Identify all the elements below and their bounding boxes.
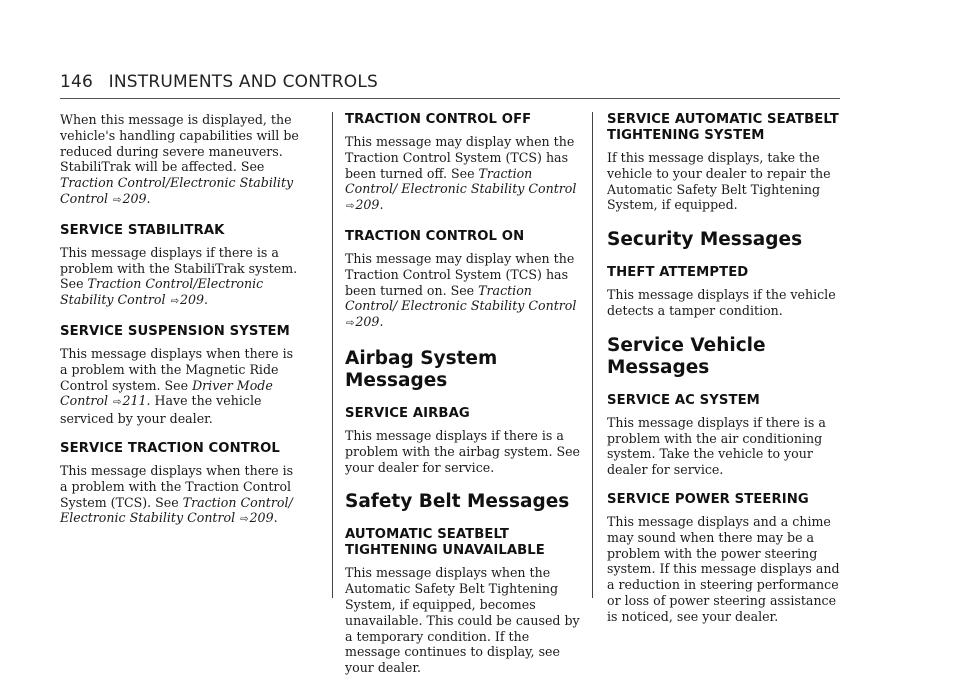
cross-reference-link[interactable]: Traction Control/ Electronic Stability Control [345,282,577,314]
page-reference[interactable]: 209 [355,314,380,330]
service-traction-paragraph: This message displays when there is a problem with the Traction Control System (TCS). See Traction Control/ Electronic Stability Control ⇨209. [60,462,294,526]
page-reference-icon: ⇨ [240,514,249,526]
heading-theft-attempted: THEFT ATTEMPTED [607,265,749,281]
column-divider [592,112,593,598]
cross-reference-link[interactable]: Traction Control/ Electronic Stability Control [60,494,293,526]
column-2 [345,112,585,680]
auto-seatbelt-unavailable-paragraph: This message displays when the Automatic Safety Belt Tightening System, if equipped, becomes unavailable. This could be caused by a temporary condition. If the message continues to display, see your dealer. [345,565,580,676]
section-title: INSTRUMENTS AND CONTROLS [108,72,378,92]
page-reference-icon: ⇨ [113,194,122,206]
column-3 [607,112,847,629]
section-heading-safety-belt: Safety Belt Messages [345,491,570,513]
page-reference[interactable]: 209 [122,190,147,206]
column-1 [60,112,300,532]
heading-service-traction: SERVICE TRACTION CONTROL [60,440,280,456]
service-ac-paragraph: This message displays if there is a problem with the air conditioning system. Take the vehicle to your dealer for service. [607,414,826,478]
intro-paragraph: When this message is displayed, the vehicle's handling capabilities will be reduced during severe maneuvers. StabiliTrak will be affected. See Traction Control/Electronic Stability Control ⇨209. [60,112,299,206]
service-airbag-paragraph: This message displays if there is a problem with the airbag system. See your dealer for service. [345,427,580,475]
heading-service-ac: SERVICE AC SYSTEM [607,392,760,408]
cross-reference-link[interactable]: Driver Mode Control [60,377,273,409]
heading-auto-seatbelt-unavailable: AUTOMATIC SEATBELT TIGHTENING UNAVAILABLE [345,527,545,559]
page-reference[interactable]: 209 [249,510,274,526]
theft-attempted-paragraph: This message displays if the vehicle detects a tamper condition. [607,287,836,318]
header-rule [60,98,840,99]
service-auto-seatbelt-paragraph: If this message displays, take the vehicle to your dealer to repair the Automatic Safety Belt Tightening System, if equipped. [607,150,831,213]
page-reference-icon: ⇨ [170,296,179,308]
section-heading-security: Security Messages [607,229,803,251]
page-reference-icon: ⇨ [113,397,122,409]
heading-service-power-steering: SERVICE POWER STEERING [607,491,809,507]
section-heading-service-vehicle: Service Vehicle Messages [607,334,766,378]
page-reference-icon: ⇨ [346,201,355,213]
heading-service-airbag: SERVICE AIRBAG [345,405,470,421]
heading-service-suspension: SERVICE SUSPENSION SYSTEM [60,323,290,339]
cross-reference-link[interactable]: Traction Control/Electronic Stability Control [60,276,264,308]
heading-service-auto-seatbelt: SERVICE AUTOMATIC SEATBELT TIGHTENING SYSTEM [607,112,839,143]
cross-reference-link[interactable]: Traction Control/ Electronic Stability Control [345,165,577,197]
traction-on-paragraph: This message may display when the Traction Control System (TCS) has been turned on. See Traction Control/ Electronic Stability Control ⇨209. [345,250,577,330]
service-stabilitrak-paragraph: This message displays if there is a problem with the StabiliTrak system. See Traction Control/Electronic Stability Control ⇨209. [60,244,298,308]
column-divider [332,112,333,598]
page-reference[interactable]: 209 [179,292,204,308]
heading-traction-on: TRACTION CONTROL ON [345,228,525,244]
page-reference[interactable]: 209 [355,197,380,213]
section-heading-airbag: Airbag System Messages [345,347,498,391]
page-reference[interactable]: 211 [122,393,147,409]
cross-reference-link[interactable]: Traction Control/Electronic Stability Control [60,175,294,206]
page-reference-icon: ⇨ [346,318,355,330]
service-power-steering-paragraph: This message displays and a chime may sound when there may be a problem with the power steering system. If this message displays and a reduction in steering performance or loss of power steering assistance is noticed, see your dealer. [607,513,840,624]
service-suspension-paragraph: This message displays when there is a problem with the Magnetic Ride Control system. See Driver Mode Control ⇨211. Have the vehicle serviced by your dealer. [60,345,294,427]
page-header [60,72,840,92]
heading-traction-off: TRACTION CONTROL OFF [345,112,532,127]
page-number: 146 [60,72,94,92]
traction-off-paragraph: This message may display when the Traction Control System (TCS) has been turned off. See Traction Control/ Electronic Stability Control ⇨209. [345,134,577,213]
heading-service-stabilitrak: SERVICE STABILITRAK [60,222,225,238]
